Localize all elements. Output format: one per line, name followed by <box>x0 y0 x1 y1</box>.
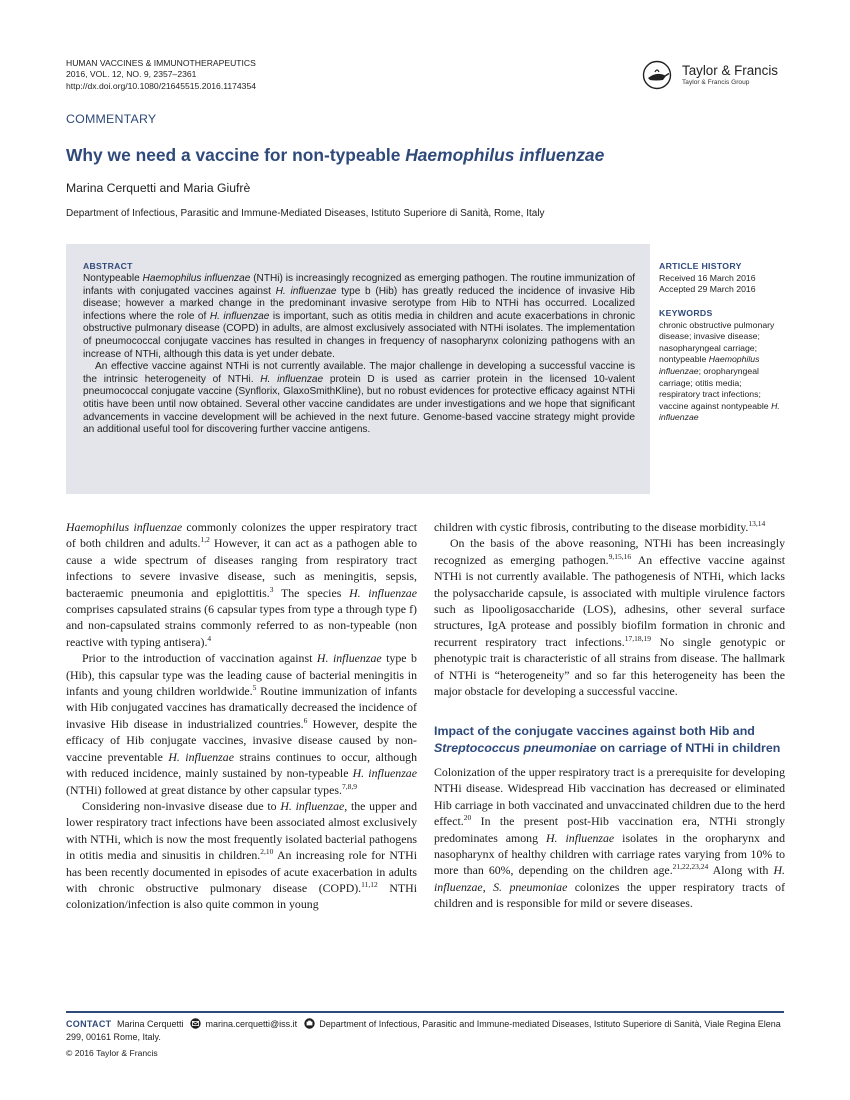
text-run: However, it can act as a pathogen able to cause a wide spectrum of diseases ranging from respiratory tract infections to severe invasive disease, such as meningitis, sepsis, bacteraemic pneumonia and epiglottitis. <box>66 536 417 600</box>
text-run: ; oropharyngeal carriage; otitis media; respiratory tract infections; vaccine against nontypeable <box>659 365 772 411</box>
abstract-paragraph <box>83 361 635 437</box>
contact-address: Department of Infectious, Parasitic and Immune-mediated Diseases, Istituto Superiore di Sanità, Viale Regina Elena 299, 00161 Rome, Italy. <box>66 1019 781 1042</box>
publisher-name: Taylor & Francis <box>682 63 778 78</box>
citation-ref[interactable]: 7,8,9 <box>341 781 357 791</box>
text-run: children with cystic fibrosis, contributing to the disease morbidity. <box>434 520 749 534</box>
text-run: Prior to the introduction of vaccination against <box>82 651 317 666</box>
text-run: type b (Hib) has greatly reduced the incidence of invasive Hib disease; however a marked change in the predominant invasive serotype from Hib to NTHi has occurred. Localized infections where the role of <box>83 285 635 322</box>
italic-text: Haemophilus influenzae <box>659 354 760 376</box>
text-run: chronic obstructive pulmonary disease; invasive disease; nasopharyngeal carriage; nontypeable <box>659 319 775 365</box>
body-paragraph <box>66 798 417 913</box>
italic-text: H. influenzae <box>659 400 780 423</box>
citation-ref[interactable]: 5 <box>252 683 257 693</box>
publisher-group: Taylor & Francis Group <box>682 79 750 86</box>
italic-text: Streptococcus pneumoniae <box>434 740 597 755</box>
contact-label: CONTACT <box>66 1019 112 1029</box>
italic-text: H. influenzae <box>209 310 270 322</box>
text-run: In the present post-Hib vaccination era, NTHi strongly predominates among <box>434 814 785 845</box>
article-history-heading: ARTICLE HISTORY <box>659 261 742 271</box>
doi-link[interactable]: http://dx.doi.org/10.1080/21645515.2016.1174354 <box>66 80 257 91</box>
citation-ref[interactable]: 11,12 <box>361 880 378 889</box>
citation-ref[interactable]: 3 <box>269 584 274 594</box>
affiliation: Department of Infectious, Parasitic and Immune-Mediated Diseases, Istituto Superiore di Sanità, Rome, Italy <box>66 208 545 219</box>
italic-text: H. influenzae <box>275 285 337 297</box>
oil-lamp-icon <box>640 60 676 92</box>
text-run: , <box>482 879 494 894</box>
text-run: on carriage of NTHi in children <box>596 740 781 755</box>
text-run: On the basis of the above reasoning, NTHi has been increasingly recognized as emerging pathogen. <box>434 536 785 567</box>
text-run: protein D is used as carrier protein in the licensed 10-valent pneumococcal conjugate vaccine (Synflorix, GlaxoSmithKline), but no robust evidences for protective efficacy against NTHi otitis have been until now obtained. Several other vaccine candidates are under investigations and we hope that significant advancements in vaccine development will be achieved in the next future. Genome-based vaccine strategy might provide an additional useful tool for discovering further vaccine antigens. <box>83 373 635 436</box>
article-type: COMMENTARY <box>66 112 157 126</box>
text-run: comprises capsulated strains (6 capsular types from type a through type f) and non-capsulated strains commonly referred to as non-typeable (non reactive with typing antisera). <box>66 602 417 649</box>
copyright: © 2016 Taylor & Francis <box>66 1048 158 1058</box>
text-run: NTHi colonization/infection is also quite common in young <box>66 880 417 912</box>
text-run: colonizes the upper respiratory tracts of children and is responsible for mild or severe diseases. <box>434 879 786 911</box>
italic-text: H. influenzae <box>316 651 382 666</box>
journal-issue: 2016, VOL. 12, NO. 9, 2357–2361 <box>66 69 197 80</box>
keywords-list <box>659 320 784 424</box>
citation-ref[interactable]: 13,14 <box>748 519 766 529</box>
body-paragraph <box>66 650 417 798</box>
italic-text: S. pneumoniae <box>493 879 568 894</box>
italic-text: H. influenzae <box>168 749 234 764</box>
section-heading <box>434 723 785 755</box>
citation-ref[interactable]: 17,18,19 <box>624 633 651 643</box>
citation-ref[interactable]: 2,10 <box>260 847 274 857</box>
body-column-right <box>434 519 785 912</box>
accepted-date: Accepted 29 March 2016 <box>659 284 756 295</box>
text-run: , the upper and lower respiratory tract infections have been associated almost exclusively with NTHi, which is now the most frequently isolated bacterial pathogens in otitis media and sinusitis in children. <box>66 798 417 863</box>
body-paragraph <box>434 764 785 912</box>
contact-info <box>66 1018 796 1044</box>
email-icon <box>190 1018 201 1029</box>
text-run: strains continues to occur, although with reduced incidence, mainly sustained by non-typeable <box>66 749 417 781</box>
text-run: An increasing role for NTHi has been recently documented in episodes of acute exacerbation in adults with chronic obstructive pulmonary disease (COPD). <box>66 848 417 895</box>
text-run: An effective vaccine against NTHi is not currently available. The major challenge in developing a successful vaccine is the intrinsic heterogeneity of NTHi. <box>83 361 635 385</box>
address-icon <box>304 1018 315 1029</box>
citation-ref[interactable]: 21,22,23,24 <box>672 862 709 872</box>
body-paragraph <box>66 519 417 650</box>
keywords-heading: KEYWORDS <box>659 308 713 318</box>
body-paragraph <box>434 519 785 535</box>
italic-text: H. influenzae <box>349 585 417 600</box>
citation-ref[interactable]: 4 <box>207 633 212 643</box>
italic-text: Haemophilus influenzae <box>142 273 251 284</box>
italic-text: H. influenzae <box>546 830 615 845</box>
text-run: commonly colonizes the upper respiratory tract of both children and adults. <box>66 520 417 551</box>
journal-name: HUMAN VACCINES & IMMUNOTHERAPEUTICS <box>66 58 256 68</box>
text-run: type b (Hib), this capsular type was the leading cause of bacterial meningitis in infants and young children worldwide. <box>66 651 417 699</box>
italic-text: H. influenzae <box>434 863 785 894</box>
abstract-heading: ABSTRACT <box>83 261 133 271</box>
title-italic: Haemophilus influenzae <box>405 145 605 165</box>
text-run: isolates in the oropharynx and nasopharynx of healthy children with carriage rates varying from 10% to more than 60%, depending on the children age. <box>434 830 785 878</box>
text-run: The species <box>273 585 350 600</box>
text-run: Colonization of the upper respiratory tract is a prerequisite for developing NTHi disease. Widespread Hib vaccination has decreased or eliminated Hib carriage in both vaccinated and unvaccinated children due to the herd effect. <box>434 764 785 829</box>
received-date: Received 16 March 2016 <box>659 272 756 283</box>
italic-text: H. influenzae <box>280 798 345 813</box>
article-history <box>659 261 784 296</box>
text-run: (NTHi) is increasingly recognized as emerging pathogen. The routine immunization of infants with conjugated vaccines against <box>83 273 636 297</box>
authors: Marina Cerquetti and Maria Giufrè <box>66 181 251 195</box>
abstract-paragraph <box>83 273 635 361</box>
text-run: Impact of the conjugate vaccines against both Hib and <box>434 724 755 739</box>
footer-rule <box>66 1011 784 1013</box>
italic-text: H. influenzae <box>352 766 417 781</box>
text-run: Considering non-invasive disease due to <box>82 798 281 813</box>
citation-ref[interactable]: 9,15,16 <box>608 551 632 561</box>
italic-text: H. influenzae <box>260 373 324 385</box>
text-run: (NTHi) followed at great distance by other capsular types. <box>66 782 342 797</box>
text-run: is important, such as otitis media in children and acute exacerbations in chronic obstructive pulmonary disease (COPD) in adults, are almost exclusively associated with NTHi isolates. The implementation of pneumococcal conjugate vaccines has resulted in changes in frequency of nasopharynx colonizing pathogens with an increase of NTHi, although this data is yet under debate. <box>83 310 635 360</box>
abstract-text <box>83 273 635 437</box>
text-run: An effective vaccine against NTHi is not currently available. The pathogenesis of NTHi, which lacks the polysaccharide capsule, is associated with multiple virulence factors such as lipooligosaccharide (LOS), adhesins, other several surface structures, IgA protease and possibly biofilm formation in chronic and recurrent respiratory tract infections. <box>434 552 785 649</box>
body-paragraph <box>434 535 785 699</box>
article-title <box>66 145 604 166</box>
text-run: Along with <box>708 863 774 878</box>
text-run: No single genotypic or phenotypic trait is characteristic of all strains from disease. The hallmark of NTHi is “heterogeneity” and so far this heterogeneity has been the major obstacle for developing a successful vaccine. <box>434 634 785 699</box>
text-run: However, despite the efficacy of Hib conjugate vaccines, invasive disease caused by non-vaccine preventable <box>66 716 417 764</box>
citation-ref[interactable]: 1,2 <box>200 535 210 545</box>
title-plain: Why we need a vaccine for non-typeable <box>66 145 406 165</box>
text-run: Nontypeable <box>83 273 143 284</box>
keywords <box>659 308 784 424</box>
citation-ref[interactable]: 20 <box>463 813 472 823</box>
italic-text: Haemophilus influenzae <box>66 520 183 534</box>
body-column-left <box>66 519 417 913</box>
contact-email[interactable]: marina.cerquetti@iss.it <box>205 1019 298 1029</box>
journal-header <box>66 58 256 92</box>
contact-name: Marina Cerquetti <box>116 1019 184 1029</box>
citation-ref[interactable]: 6 <box>303 715 308 725</box>
text-run: Routine immunization of infants with Hib conjugated vaccines has dramatically decreased the incidence of invasive Hib disease in industrialized countries. <box>66 684 417 731</box>
